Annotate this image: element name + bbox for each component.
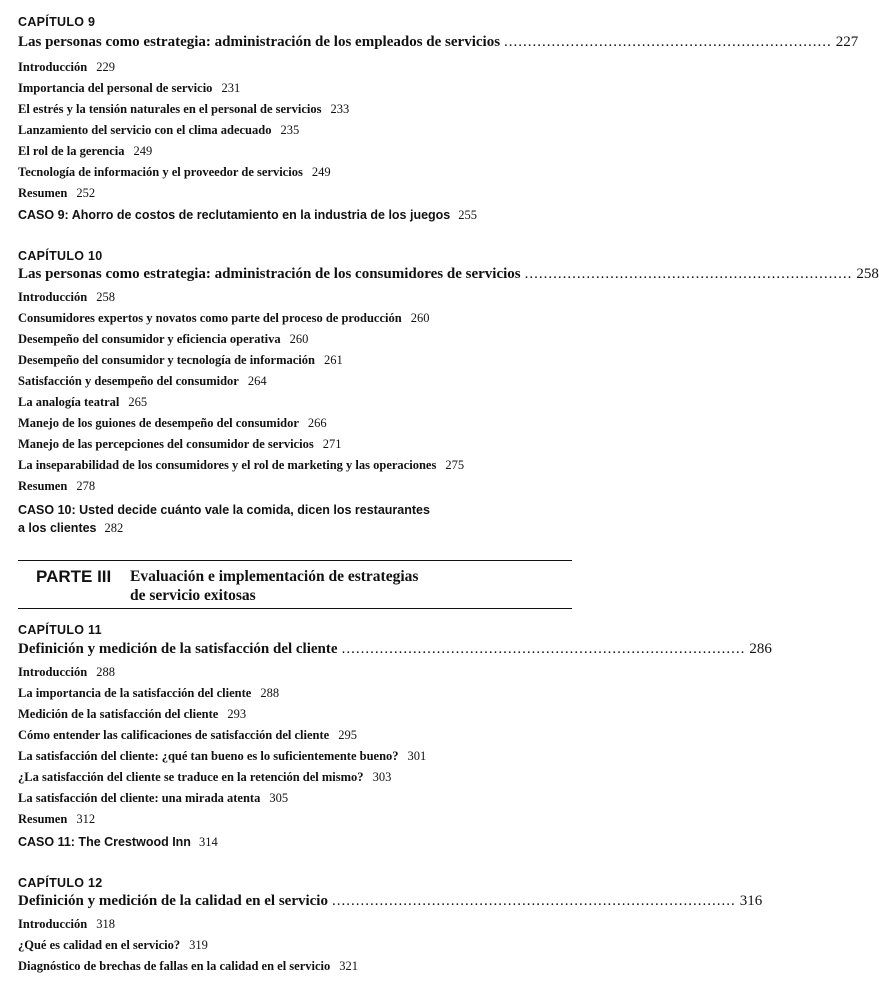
chapter-page: 286 [749,641,772,657]
toc-entry[interactable]: Consumidores expertos y novatos como parte del proceso de producción 260 [18,311,430,325]
toc-entry[interactable]: Manejo de las percepciones del consumidor de servicios 271 [18,437,342,451]
leader-dots: ..................................................................................... [341,641,746,657]
toc-entry[interactable]: Tecnología de información y el proveedor de servicios 249 [18,165,331,179]
toc-entry[interactable]: Introducción 258 [18,290,115,304]
case-11[interactable]: CASO 11: The Crestwood Inn 314 [18,835,218,849]
toc-entry[interactable]: El estrés y la tensión naturales en el personal de servicios 233 [18,102,350,116]
chapter-11-label: CAPÍTULO 11 [18,623,102,637]
toc-entry[interactable]: ¿La satisfacción del cliente se traduce en la retención del mismo? 303 [18,770,392,784]
leader-dots: ..................................................................... [524,266,853,282]
toc-entry[interactable]: Desempeño del consumidor y eficiencia operativa 260 [18,332,309,346]
toc-entry[interactable]: Medición de la satisfacción del cliente 293 [18,707,247,721]
toc-entry[interactable]: Resumen 252 [18,186,96,200]
toc-entry[interactable]: Resumen 278 [18,479,96,493]
chapter-title-text: Definición y medición de la calidad en el servicio [18,893,328,909]
leader-dots: ..................................................................................... [331,893,736,909]
toc-entry[interactable]: Satisfacción y desempeño del consumidor 264 [18,374,267,388]
toc-entry[interactable]: Desempeño del consumidor y tecnología de información 261 [18,353,343,367]
toc-entry[interactable]: El rol de la gerencia 249 [18,144,153,158]
toc-entry[interactable]: Importancia del personal de servicio 231 [18,81,241,95]
toc-entry[interactable]: Cómo entender las calificaciones de satisfacción del cliente 295 [18,728,357,742]
toc-entry[interactable]: La importancia de la satisfacción del cliente 288 [18,686,280,700]
divider-top [18,560,572,561]
part-label: PARTE III [36,567,112,586]
divider-bottom [18,608,572,609]
case-9[interactable]: CASO 9: Ahorro de costos de reclutamiento en la industria de los juegos 255 [18,208,478,222]
chapter-title-text: Las personas como estrategia: administración de los consumidores de servicios [18,266,521,282]
chapter-page: 258 [856,266,879,282]
chapter-11-title[interactable] [18,641,772,658]
toc-entry[interactable]: Introducción 288 [18,665,115,679]
toc-entry[interactable]: Resumen 312 [18,812,96,826]
chapter-page: 227 [835,34,859,50]
chapter-9-title[interactable] [18,34,859,51]
toc-entry[interactable]: La satisfacción del cliente: ¿qué tan bueno es lo suficientemente bueno? 301 [18,749,427,763]
toc-entry[interactable]: Introducción 229 [18,60,115,74]
case-10[interactable]: CASO 10: Usted decide cuánto vale la comida, dicen los restaurantes a los clientes 282 [18,503,430,535]
part-title: Evaluación e implementación de estrategias de servicio exitosas [130,568,419,604]
toc-entry[interactable]: La analogía teatral 265 [18,395,148,409]
toc-entry[interactable]: La inseparabilidad de los consumidores y el rol de marketing y las operaciones 275 [18,458,465,472]
toc-entry[interactable]: Manejo de los guiones de desempeño del consumidor 266 [18,416,327,430]
chapter-title-text: Las personas como estrategia: administración de los empleados de servicios [18,34,501,50]
chapter-title-text: Definición y medición de la satisfacción del cliente [18,641,338,657]
toc-entry[interactable]: Diagnóstico de brechas de fallas en la calidad en el servicio 321 [18,959,359,973]
toc-entry[interactable]: Introducción 318 [18,917,115,931]
toc-entry[interactable]: ¿Qué es calidad en el servicio? 319 [18,938,208,952]
chapter-12-label: CAPÍTULO 12 [18,876,103,890]
leader-dots: ..................................................................... [504,34,832,50]
chapter-9-label: CAPÍTULO 9 [18,15,96,29]
chapter-12-title[interactable] [18,893,763,910]
chapter-10-label: CAPÍTULO 10 [18,249,103,263]
toc-entry[interactable]: Lanzamiento del servicio con el clima adecuado 235 [18,123,300,137]
chapter-page: 316 [739,893,763,909]
toc-entry[interactable]: La satisfacción del cliente: una mirada atenta 305 [18,791,289,805]
chapter-10-title[interactable] [18,266,879,283]
